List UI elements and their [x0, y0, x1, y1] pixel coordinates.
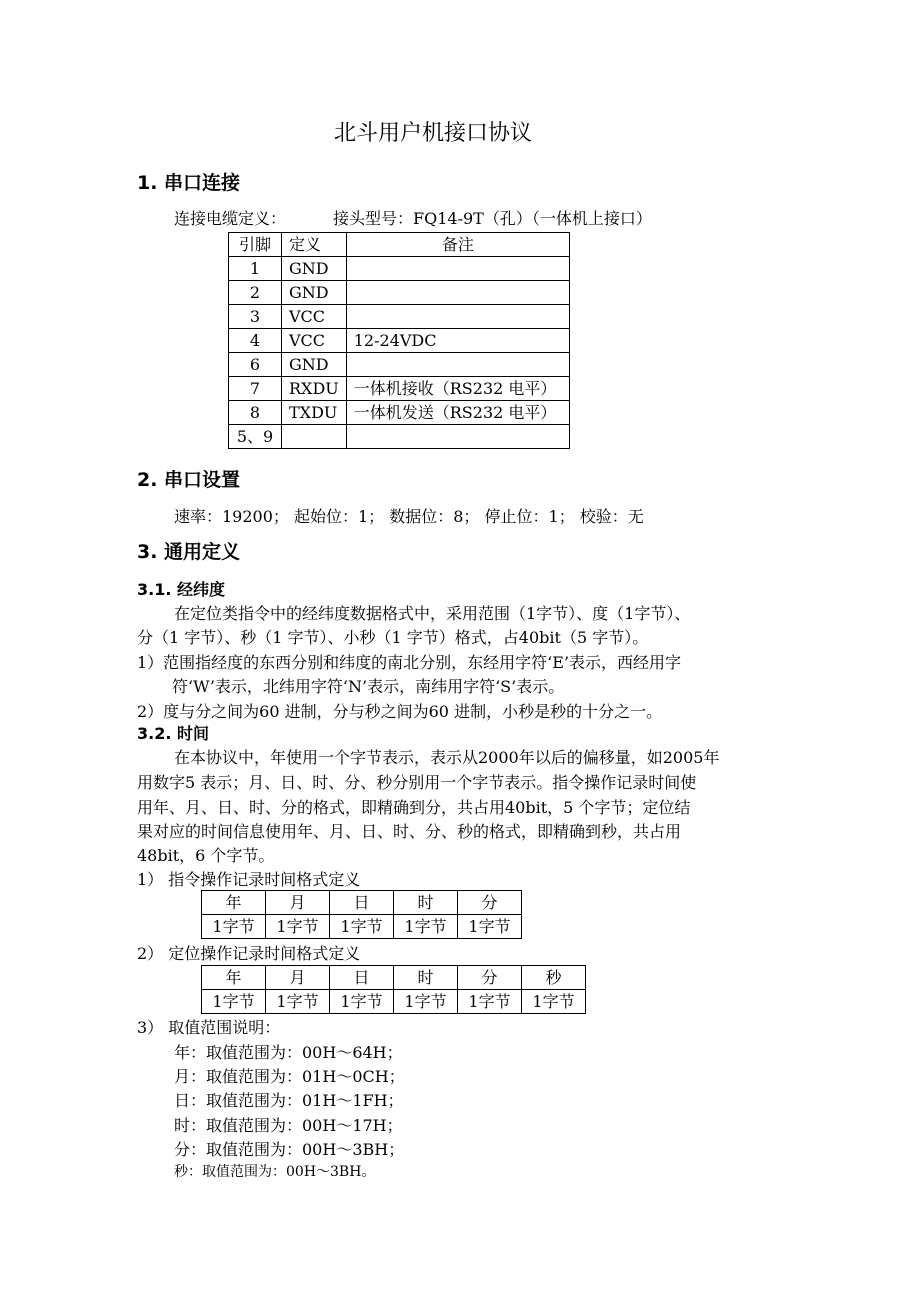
pin-table — [228, 232, 570, 449]
cell — [346, 305, 569, 329]
header-cell: 分 — [458, 966, 522, 990]
section-1-heading: 1. 串口连接 — [137, 172, 241, 194]
header-cell: 年 — [202, 891, 266, 915]
cell: 1 — [229, 257, 282, 281]
cell: RXDU — [282, 377, 347, 401]
table-row — [229, 401, 570, 425]
cell — [346, 281, 569, 305]
range-item-second: 秒：取值范围为：00H～3BH。 — [174, 1164, 376, 1180]
range-item-month: 月：取值范围为：01H～0CH； — [174, 1067, 405, 1086]
cell — [346, 257, 569, 281]
cell — [346, 353, 569, 377]
connector-type: 接头型号：FQ14-9T（孔）（一体机上接口） — [333, 209, 652, 228]
header-cell: 月 — [266, 966, 330, 990]
section-3-2-heading: 3.2. 时间 — [137, 724, 209, 743]
cell: 12-24VDC — [346, 329, 569, 353]
cell: 5、9 — [229, 425, 282, 449]
serial-settings: 速率：19200； 起始位：1； 数据位：8； 停止位：1； 校验：无 — [174, 507, 644, 526]
command-time-format-table — [201, 890, 522, 939]
range-item-minute: 分：取值范围为：00H～3BH； — [174, 1140, 405, 1159]
header-cell: 日 — [330, 966, 394, 990]
cell: 2 — [229, 281, 282, 305]
range-caption: 3） 取值范围说明： — [137, 1018, 281, 1037]
table-header-row — [202, 891, 522, 915]
section-3-1-heading: 3.1. 经纬度 — [137, 580, 225, 599]
cell: 1字节 — [266, 915, 330, 939]
header-cell: 日 — [330, 891, 394, 915]
cell: 一体机接收（RS232 电平） — [346, 377, 569, 401]
cell: GND — [282, 257, 347, 281]
cell: VCC — [282, 329, 347, 353]
cell — [346, 425, 569, 449]
table-row — [229, 329, 570, 353]
cell: 1字节 — [202, 915, 266, 939]
table-row — [202, 915, 522, 939]
header-cell: 月 — [266, 891, 330, 915]
paragraph-line: 果对应的时间信息使用年、月、日、时、分、秒的格式，即精确到秒，共占用 — [137, 822, 682, 841]
cell: TXDU — [282, 401, 347, 425]
cell — [282, 425, 347, 449]
table-row — [229, 377, 570, 401]
cable-definition-label: 连接电缆定义： — [174, 209, 287, 228]
range-item-day: 日：取值范围为：01H～1FH； — [174, 1091, 404, 1110]
cell: 一体机发送（RS232 电平） — [346, 401, 569, 425]
cell: VCC — [282, 305, 347, 329]
paragraph-line: 在定位类指令中的经纬度数据格式中，采用范围（1字节）、度（1字节）、 — [174, 604, 691, 623]
header-cell: 年 — [202, 966, 266, 990]
cell: 1字节 — [266, 990, 330, 1014]
header-cell: 引脚 — [229, 233, 282, 257]
cell: 7 — [229, 377, 282, 401]
cell: GND — [282, 281, 347, 305]
cell: 8 — [229, 401, 282, 425]
header-cell: 时 — [394, 891, 458, 915]
header-cell: 分 — [458, 891, 522, 915]
time-table-2-caption: 2） 定位操作记录时间格式定义 — [137, 944, 361, 963]
cell: 3 — [229, 305, 282, 329]
cell: 1字节 — [394, 990, 458, 1014]
cell: 4 — [229, 329, 282, 353]
paragraph-line: 用数字5 表示；月、日、时、分、秒分别用一个字节表示。指令操作记录时间使 — [137, 773, 697, 792]
list-item: 2）度与分之间为60 进制，分与秒之间为60 进制，小秒是秒的十分之一。 — [137, 702, 663, 721]
table-row — [229, 257, 570, 281]
range-item-hour: 时：取值范围为：00H～17H； — [174, 1116, 403, 1135]
header-cell: 秒 — [522, 966, 586, 990]
paragraph-line: 分（1 字节）、秒（1 字节）、小秒（1 字节）格式，占40bit（5 字节）。 — [137, 628, 649, 647]
cell: 1字节 — [522, 990, 586, 1014]
cell: 1字节 — [458, 990, 522, 1014]
paragraph-line: 在本协议中，年使用一个字节表示，表示从2000年以后的偏移量，如2005年 — [174, 748, 720, 767]
cell: 1字节 — [330, 990, 394, 1014]
header-cell: 定义 — [282, 233, 347, 257]
table-row — [229, 305, 570, 329]
cell: 1字节 — [458, 915, 522, 939]
list-item: 1）范围指经度的东西分别和纬度的南北分别，东经用字符‘E’表示，西经用字 — [137, 653, 682, 672]
paragraph-line: 48bit，6 个字节。 — [137, 846, 275, 865]
header-cell: 时 — [394, 966, 458, 990]
section-2-heading: 2. 串口设置 — [137, 469, 241, 491]
page-title: 北斗用户机接口协议 — [334, 121, 533, 146]
table-row — [229, 281, 570, 305]
header-cell: 备注 — [346, 233, 569, 257]
position-time-format-table — [201, 965, 586, 1014]
table-row — [229, 353, 570, 377]
cell: 1字节 — [330, 915, 394, 939]
section-3-heading: 3. 通用定义 — [137, 541, 241, 563]
range-item-year: 年：取值范围为：00H～64H； — [174, 1043, 403, 1062]
cell: GND — [282, 353, 347, 377]
cell: 6 — [229, 353, 282, 377]
time-table-1-caption: 1） 指令操作记录时间格式定义 — [137, 870, 361, 889]
paragraph-line: 用年、月、日、时、分的格式，即精确到分，共占用40bit，5 个字节；定位结 — [137, 798, 691, 817]
table-row — [202, 990, 586, 1014]
list-item-continuation: 符‘W’表示，北纬用字符‘N’表示，南纬用字符‘S’表示。 — [172, 677, 565, 696]
cell: 1字节 — [202, 990, 266, 1014]
table-header-row — [229, 233, 570, 257]
cell: 1字节 — [394, 915, 458, 939]
table-header-row — [202, 966, 586, 990]
table-row — [229, 425, 570, 449]
